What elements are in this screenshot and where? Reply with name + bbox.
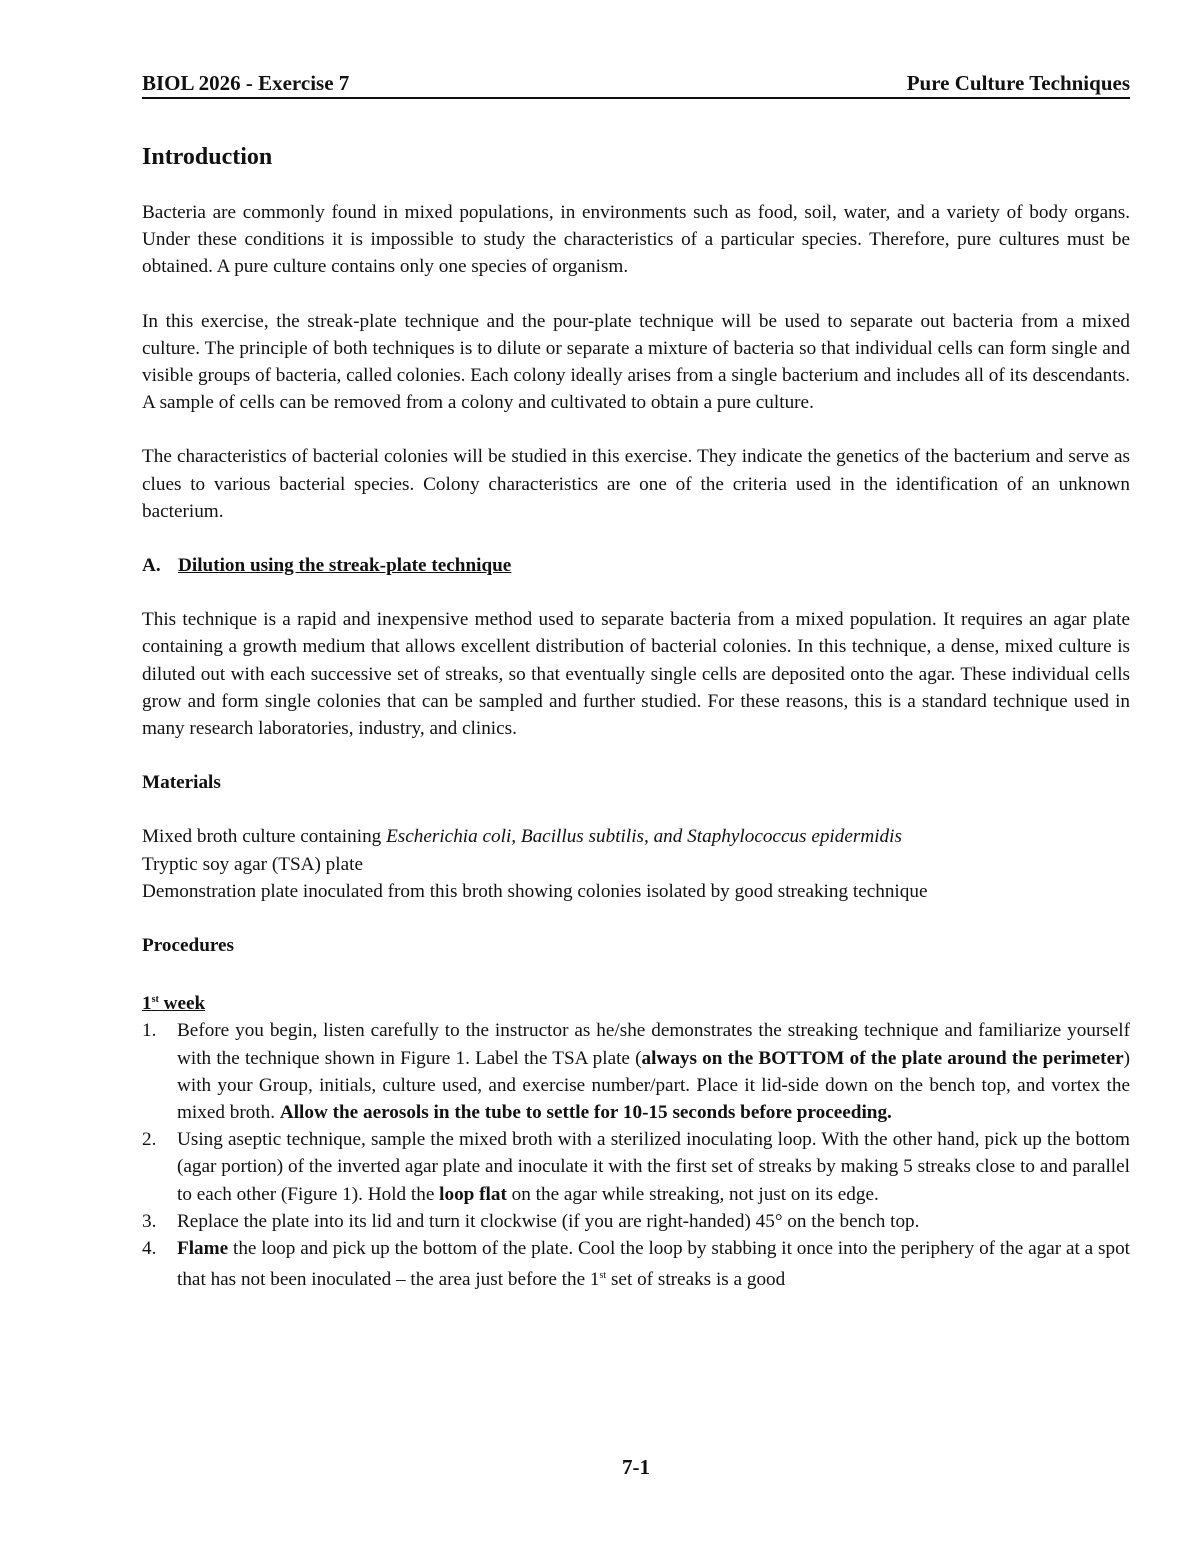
section-a-title: Dilution using the streak-plate technique [178, 555, 512, 577]
intro-paragraph-3: The characteristics of bacterial colonies will be studied in this exercise. They indicate the genetics of the bacterium and serve as clues to various bacterial species. Colony characteristics are one of the criteria used in the identification of an unknown bacterium. [142, 446, 1130, 522]
materials-heading: Materials [142, 772, 221, 794]
procedure-step: 2. Using aseptic technique, sample the mixed broth with a sterilized inoculating loop. With the other hand, pick up the bottom (agar portion) of the inverted agar plate and inoculate it with the first set of streaks by making 5 streaks close to and parallel to each other (Figure 1). Hold the loop flat on the agar while streaking, not just on its edge. [142, 1126, 1130, 1208]
section-a-paragraph: This technique is a rapid and inexpensive method used to separate bacteria from a mixed population. It requires an agar plate containing a growth medium that allows excellent distribution of bacterial colonies. In this technique, a dense, mixed culture is diluted out with each successive set of streaks, so that eventually single cells are deposited onto the agar. These individual cells grow and form single colonies that can be sampled and further studied. For these reasons, this is a standard technique used in many research laboratories, industry, and clinics. [142, 609, 1130, 740]
material-item: Demonstration plate inoculated from this broth showing colonies isolated by good streaking technique [142, 880, 928, 902]
step-number: 4. [142, 1238, 157, 1260]
material-item: Tryptic soy agar (TSA) plate [142, 853, 363, 875]
header-course: BIOL 2026 - Exercise 7 [142, 71, 350, 95]
step-number: 3. [142, 1210, 157, 1232]
step-number: 1. [142, 1020, 157, 1042]
materials-list [142, 823, 1130, 905]
header-topic: Pure Culture Techniques [906, 71, 1130, 95]
running-header [142, 70, 1130, 99]
page-body [142, 142, 1130, 1294]
section-a-label: A. [142, 555, 161, 577]
document-page [142, 0, 1130, 1553]
intro-paragraph-1: Bacteria are commonly found in mixed populations, in environments such as food, soil, water, and a variety of body organs. Under these conditions it is impossible to study the characteristics of a particular species. Therefore, pure cultures must be obtained. A pure culture contains only one species of organism. [142, 202, 1130, 278]
procedure-step: 4. Flame the loop and pick up the bottom of the plate. Cool the loop by stabbing it once into the periphery of the agar at a spot that has not been inoculated – the area just before the 1st set of streaks is a good [142, 1235, 1130, 1293]
organism-names: Escherichia coli, Bacillus subtilis, and Staphylococcus epidermidis [386, 826, 902, 848]
procedure-steps [142, 1017, 1130, 1293]
procedures-heading: Procedures [142, 935, 235, 957]
intro-paragraph-2: In this exercise, the streak-plate technique and the pour-plate technique will be used to separate out bacteria from a mixed culture. The principle of both techniques is to dilute or separate a mixture of bacteria so that individual cells can form single and visible groups of bacteria, called colonies. Each colony ideally arises from a single bacterium and includes all of its descendants. A sample of cells can be removed from a colony and cultivated to obtain a pure culture. [142, 310, 1130, 414]
section-title-introduction: Introduction [142, 144, 273, 170]
procedure-step: 3. Replace the plate into its lid and turn it clockwise (if you are right-handed) 45° on the bench top. [142, 1208, 1130, 1235]
material-item: Mixed broth culture containing Escherichia coli, Bacillus subtilis, and Staphylococcus epidermidis [142, 826, 902, 848]
section-a-heading [142, 552, 1130, 579]
procedure-step: 1. Before you begin, listen carefully to the instructor as he/she demonstrates the streaking technique and familiarize yourself with the technique shown in Figure 1. Label the TSA plate (always on the BOTTOM of the plate around the perimeter) with your Group, initials, culture used, and exercise number/part. Place it lid-side down on the bench top, and vortex the mixed broth. Allow the aerosols in the tube to settle for 10-15 seconds before proceeding. [142, 1017, 1130, 1126]
week-heading: 1st week [142, 993, 206, 1015]
page-number: 7-1 [622, 1455, 650, 1479]
step-number: 2. [142, 1129, 157, 1151]
